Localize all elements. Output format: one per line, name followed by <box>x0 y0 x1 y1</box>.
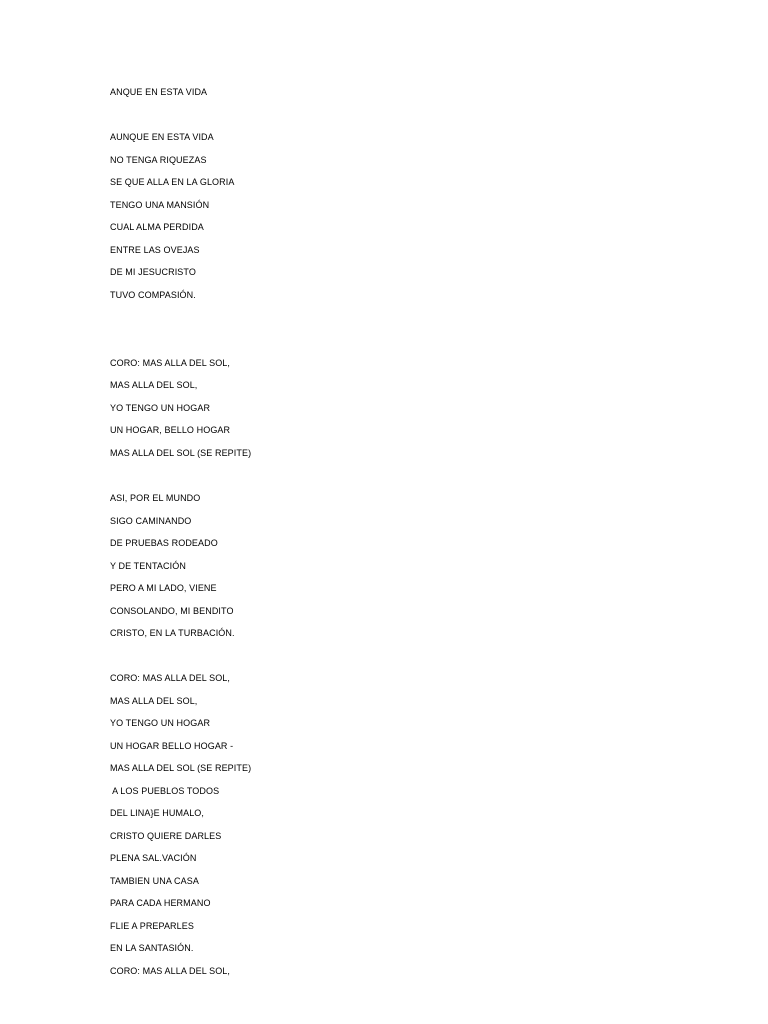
document-title: ANQUE EN ESTA VIDA <box>110 87 208 97</box>
lyric-line: AUNQUE EN ESTA VIDA <box>110 132 214 142</box>
chorus-line: UN HOGAR, BELLO HOGAR <box>110 425 231 435</box>
lyric-line: TENGO UNA MANSIÓN <box>110 200 210 210</box>
lyric-line: A LOS PUEBLOS TODOS <box>110 786 220 796</box>
lyric-line: ASI, POR EL MUNDO <box>110 493 201 503</box>
chorus-line: MAS ALLA DEL SOL, <box>110 696 198 706</box>
lyric-line: SIGO CAMINANDO <box>110 516 192 526</box>
lyric-line: PERO A MI LADO, VIENE <box>110 583 217 593</box>
lyric-line: TAMBIEN UNA CASA <box>110 876 199 886</box>
chorus-line: CORO: MAS ALLA DEL SOL, <box>110 966 231 976</box>
chorus-line: YO TENGO UN HOGAR <box>110 403 211 413</box>
chorus-line: CORO: MAS ALLA DEL SOL, <box>110 358 231 368</box>
lyric-line: EN LA SANTASIÓN. <box>110 943 194 953</box>
lyric-line: PLENA SAL.VACIÓN <box>110 853 197 863</box>
lyric-line: DE MI JESUCRISTO <box>110 267 196 277</box>
chorus-line: MAS ALLA DEL SOL (SE REPITE) <box>110 763 252 773</box>
lyric-line: ENTRE LAS OVEJAS <box>110 245 200 255</box>
lyric-line: DE PRUEBAS RODEADO <box>110 538 218 548</box>
chorus-line: YO TENGO UN HOGAR <box>110 718 211 728</box>
lyric-line: FLIE A PREPARLES <box>110 921 194 931</box>
lyric-line: PARA CADA HERMANO <box>110 898 211 908</box>
lyric-line: TUVO COMPASIÓN. <box>110 290 196 300</box>
lyric-line: SE QUE ALLA EN LA GLORIA <box>110 177 235 187</box>
lyric-line: DEL LINA}E HUMALO, <box>110 808 204 818</box>
lyric-line: Y DE TENTACIÓN <box>110 561 186 571</box>
lyric-line: CRISTO QUIERE DARLES <box>110 831 222 841</box>
chorus-line: CORO: MAS ALLA DEL SOL, <box>110 673 231 683</box>
lyric-line: CUAL ALMA PERDIDA <box>110 222 204 232</box>
lyric-line: CRISTO, EN LA TURBACIÓN. <box>110 628 235 638</box>
chorus-line: MAS ALLA DEL SOL, <box>110 380 198 390</box>
lyric-line: NO TENGA RIQUEZAS <box>110 155 207 165</box>
chorus-line: MAS ALLA DEL SOL (SE REPITE) <box>110 448 252 458</box>
lyric-line: CONSOLANDO, MI BENDITO <box>110 606 234 616</box>
chorus-line: UN HOGAR BELLO HOGAR - <box>110 741 234 751</box>
